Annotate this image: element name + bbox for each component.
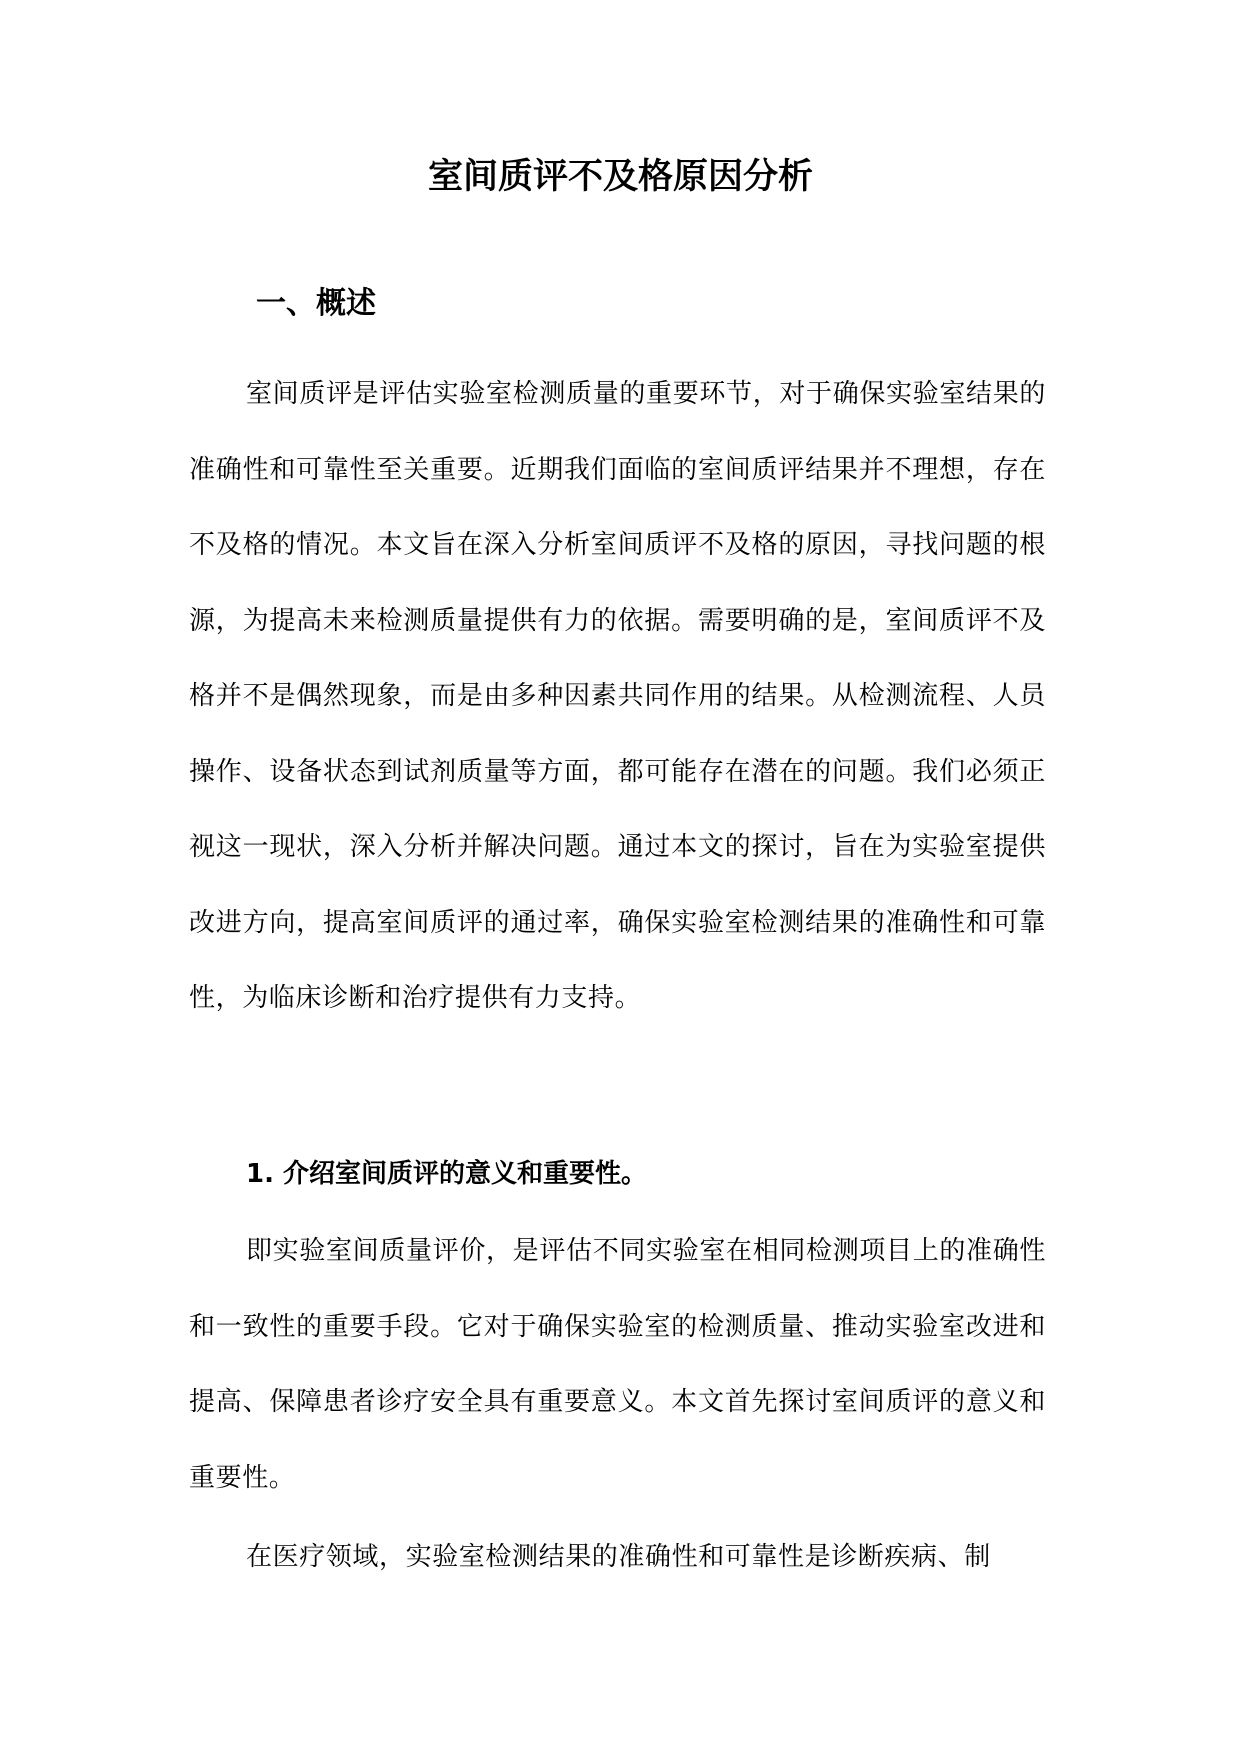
- significance-paragraph-2: 在医疗领域，实验室检测结果的准确性和可靠性是诊断疾病、制: [246, 1542, 991, 1572]
- document-title: 室间质评不及格原因分析: [427, 157, 813, 197]
- overview-paragraph: 室间质评是评估实验室检测质量的重要环节，对于确保实验室结果的准确性和可靠性至关重要。近期我们面临的室间质评结果并不理想，存在不及格的情况。本文旨在深入分析室间质评不及格的原因，寻找问题的根源，为提高未来检测质量提供有力的依据。需要明确的是，室间质评不及格并不是偶然现象，而是由多种因素共同作用的结果。从检测流程、人员操作、设备状态到试剂质量等方面，都可能存在潜在的问题。我们必须正视这一现状，深入分析并解决问题。通过本文的探讨，旨在为实验室提供改进方向，提高室间质评的通过率，确保实验室检测结果的准确性和可靠性，为临床诊断和治疗提供有力支持。: [189, 379, 1046, 1013]
- section-heading-overview: 一、概述: [256, 286, 376, 321]
- significance-paragraph-1: 即实验室间质量评价，是评估不同实验室在相同检测项目上的准确性和一致性的重要手段。它对于确保实验室的检测质量、推动实验室改进和提高、保障患者诊疗安全具有重要意义。本文首先探讨室间质评的意义和重要性。: [189, 1236, 1046, 1493]
- subsection-heading-significance: 1. 介绍室间质评的意义和重要性。: [246, 1159, 648, 1189]
